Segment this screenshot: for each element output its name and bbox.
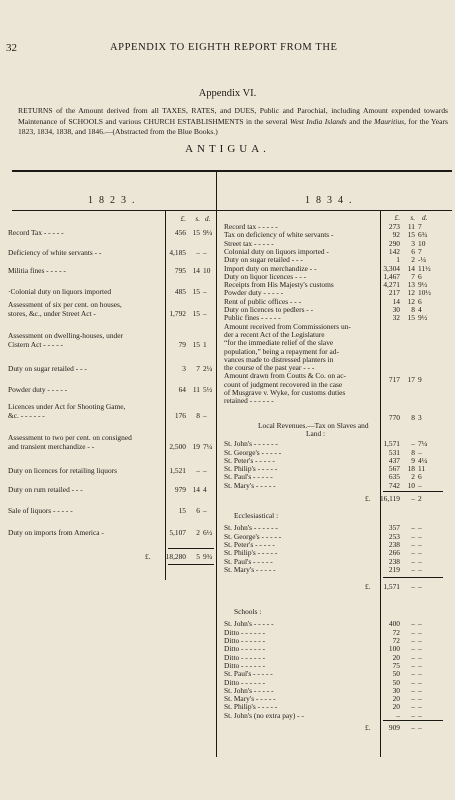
local-row-pounds: 437 — [388, 455, 400, 465]
left-row-pence: 6½ — [203, 528, 213, 537]
left-row-pence: 2¼ — [203, 364, 213, 373]
schools-row-pence: – — [418, 694, 422, 704]
local-row-pence: 6 — [418, 472, 422, 482]
table-top-rule — [12, 170, 452, 172]
right-row-pounds: 142 — [388, 246, 400, 256]
left-row-label: Assessment to two per cent. on consigned — [8, 433, 132, 442]
ecclesiastical-row-shillings: – — [411, 564, 415, 574]
local-row-shillings: – — [411, 439, 415, 449]
commissioners-line: Amount received from Commissioners un- — [224, 321, 351, 331]
schools-row-shillings: – — [411, 685, 415, 695]
left-header-pence: d. — [205, 215, 211, 223]
schools-row-pounds: 72 — [392, 636, 400, 645]
schools-row-shillings: – — [411, 660, 415, 670]
ecclesiastical-row-shillings: – — [411, 531, 415, 541]
left-row-pounds: 15 — [178, 506, 186, 515]
commissioners-shillings: 17 — [407, 375, 415, 385]
ecclesiastical-row-pounds: 357 — [388, 523, 400, 533]
left-row-label: Assessment on dwelling-houses, under — [8, 331, 123, 340]
left-row-label: ·Colonial duty on liquors imported — [8, 287, 112, 296]
left-row-pence: – — [203, 411, 207, 420]
ecclesiastical-row-label: St. Peter's - - - - - — [224, 539, 275, 549]
left-row-shillings: 19 — [192, 442, 200, 451]
commissioners-line: vances made to distressed planters in — [224, 354, 334, 364]
right-row-pounds: 217 — [388, 288, 400, 298]
left-row-pounds: 2,500 — [169, 442, 186, 451]
coutts-shillings: 8 — [411, 412, 415, 422]
left-row-shillings: 8 — [196, 411, 200, 420]
right-row-pence: 6 — [418, 296, 422, 306]
left-row-label: Duty on licences for retailing liquors — [8, 466, 117, 475]
right-year: 1834. — [305, 195, 358, 206]
schools-total-label: £. — [365, 723, 371, 732]
left-row-label-cont: stores, &c., under Street Act - — [8, 309, 96, 318]
ecclesiastical-total-label: £. — [365, 582, 371, 592]
schools-row-shillings: – — [411, 652, 415, 662]
local-row-label: St. Paul's - - - - - — [224, 472, 273, 482]
left-row-label: Duty on imports from America - — [8, 528, 104, 537]
local-revenues-heading-cont: Land : — [306, 428, 326, 438]
ecclesiastical-total-rule — [383, 577, 443, 578]
left-row-label-cont: &c. - - - - - - — [8, 411, 45, 420]
schools-total-shillings: – — [411, 723, 415, 732]
ecclesiastical-row-pence: – — [418, 539, 422, 549]
schools-row-shillings: – — [411, 694, 415, 704]
ecclesiastical-row-label: St. George's - - - - - — [224, 531, 282, 541]
schools-row-label: St. John's - - - - - — [224, 685, 274, 695]
left-row-shillings: 14 — [192, 266, 200, 275]
local-row-pounds: 742 — [388, 480, 400, 490]
left-row-pounds: 176 — [174, 411, 186, 420]
left-row-label: Licences under Act for Shooting Game, — [8, 402, 126, 411]
schools-row-shillings: – — [411, 710, 415, 720]
left-row-pence: 5½ — [203, 385, 213, 394]
right-row-label: Tax on deficiency of white servants - — [224, 230, 334, 240]
colony-title: ANTIGUA. — [185, 143, 270, 155]
left-row-pence: – — [203, 466, 207, 475]
left-row-label-cont: and transient merchandize - - — [8, 442, 95, 451]
right-header-pounds: £. — [394, 214, 400, 222]
left-row-pence: 1 — [203, 340, 207, 349]
local-row-pounds: 567 — [388, 464, 400, 474]
schools-row-pounds: 50 — [392, 669, 400, 679]
coutts-line: Amount drawn from Coutts & Co. on ac- — [224, 371, 346, 381]
right-row-shillings: 12 — [407, 288, 415, 298]
left-row-pounds: 64 — [178, 385, 186, 394]
right-row-pence: 7 — [418, 222, 422, 231]
local-row-label: St. Philip's - - - - - — [224, 464, 278, 474]
left-row-shillings: – — [196, 466, 200, 475]
schools-total-rule — [383, 720, 443, 721]
right-row-pounds: 30 — [392, 305, 400, 314]
schools-row-shillings: – — [411, 702, 415, 712]
schools-row-pence: – — [418, 702, 422, 712]
right-row-pence: 11½ — [418, 263, 431, 273]
commissioners-pence: 9 — [418, 375, 422, 385]
left-row-shillings: – — [196, 248, 200, 257]
right-row-pounds: 273 — [388, 222, 400, 231]
left-row-label: Assessment of six per cent. on houses, — [8, 300, 122, 309]
local-row-shillings: 2 — [411, 472, 415, 482]
local-total-rule — [383, 491, 443, 492]
left-row-pounds: 79 — [178, 340, 186, 349]
left-total-rule — [168, 548, 214, 549]
left-total-rule-bottom — [168, 564, 214, 565]
ecclesiastical-row-pounds: 238 — [388, 539, 400, 549]
left-row-pence: – — [203, 309, 207, 318]
appendix-title: Appendix VI. — [198, 88, 257, 99]
right-row-pence: 10½ — [418, 288, 431, 298]
left-year: 1823. — [88, 195, 141, 206]
left-row-pence: – — [203, 506, 207, 515]
left-row-pence: 10 — [203, 266, 211, 275]
local-total-label: £. — [365, 494, 371, 503]
schools-row-shillings: – — [411, 636, 415, 645]
schools-row-pence: – — [418, 627, 422, 637]
ecclesiastical-row-pounds: 266 — [388, 548, 400, 558]
right-row-pence: 7 — [418, 246, 422, 256]
left-row-pence: – — [203, 287, 207, 296]
schools-total-pounds: 909 — [388, 723, 400, 732]
left-total-pence: 9¾ — [203, 552, 213, 561]
ecclesiastical-row-pounds: 238 — [388, 556, 400, 566]
right-row-shillings: 7 — [411, 271, 415, 281]
ecclesiastical-row-pence: – — [418, 556, 422, 566]
left-row-pounds: 1,521 — [169, 466, 186, 475]
right-row-pounds: 14 — [392, 296, 400, 306]
left-header-pounds: £. — [180, 215, 186, 223]
right-row-pence: 6¾ — [418, 230, 428, 240]
schools-row-pounds: 75 — [392, 660, 400, 670]
schools-row-pounds: 20 — [392, 652, 400, 662]
page-header: APPENDIX TO EIGHTH REPORT FROM THE — [110, 42, 338, 53]
ecclesiastical-total-shillings: – — [411, 582, 415, 592]
right-row-pounds: 1 — [396, 255, 400, 265]
right-row-shillings: 3 — [411, 238, 415, 248]
schools-row-label: Ditto - - - - - - — [224, 644, 266, 654]
schools-row-label: St. Philip's - - - - - — [224, 702, 278, 712]
schools-row-pounds: 20 — [392, 694, 400, 704]
schools-row-pence: – — [418, 652, 422, 662]
right-row-pounds: 92 — [392, 230, 400, 240]
left-row-shillings: 2 — [196, 528, 200, 537]
left-header-shillings: s. — [195, 215, 200, 223]
right-row-shillings: 14 — [407, 263, 415, 273]
schools-row-label: Ditto - - - - - - — [224, 627, 266, 637]
ecclesiastical-total-pounds: 1,571 — [383, 582, 400, 592]
schools-row-pence: – — [418, 660, 422, 670]
left-total-pounds: 18,280 — [165, 552, 186, 561]
right-row-pence: 10 — [418, 238, 426, 248]
local-row-label: St. Peter's - - - - - — [224, 455, 275, 465]
right-row-pence: 9½ — [418, 313, 428, 323]
local-row-shillings: 9 — [411, 455, 415, 465]
right-header-shillings: s. — [410, 214, 415, 222]
right-row-label: Colonial duty on liquors imported - — [224, 246, 329, 256]
right-row-label: Duty on licences to pedlers - - — [224, 305, 314, 314]
schools-row-shillings: – — [411, 669, 415, 679]
ecclesiastical-row-label: St. Paul's - - - - - — [224, 556, 273, 566]
right-row-pounds: 4,271 — [383, 280, 400, 290]
schools-row-pence: – — [418, 619, 422, 629]
left-row-pounds: 485 — [174, 287, 186, 296]
local-row-pence: – — [418, 447, 422, 457]
schools-row-pence: – — [418, 636, 422, 645]
right-row-shillings: 13 — [407, 280, 415, 290]
right-row-label: Rent of public offices - - - — [224, 296, 302, 306]
local-row-pence: 4¼ — [418, 455, 428, 465]
ecclesiastical-row-pence: – — [418, 564, 422, 574]
ecclesiastical-row-shillings: – — [411, 556, 415, 566]
left-row-pounds: 1,792 — [169, 309, 186, 318]
left-row-pence: 9¼ — [203, 228, 213, 237]
left-row-label: Record Tax - - - - - — [8, 228, 64, 237]
left-row-shillings: 7 — [196, 364, 200, 373]
schools-row-pence: – — [418, 644, 422, 654]
ecclesiastical-row-label: St. Philip's - - - - - — [224, 548, 278, 558]
schools-row-pounds: 20 — [392, 702, 400, 712]
local-row-label: St. John's - - - - - - — [224, 439, 278, 449]
schools-row-pounds: 50 — [392, 677, 400, 687]
local-row-pence: 11 — [418, 464, 426, 474]
commissioners-line: der a recent Act of the Legislature — [224, 329, 325, 339]
schools-row-label: St. Mary's - - - - - — [224, 694, 276, 704]
left-row-pounds: 795 — [174, 266, 186, 275]
coutts-pounds: 770 — [388, 412, 400, 422]
right-row-shillings: 15 — [407, 230, 415, 240]
left-row-label: Sale of liquors - - - - - — [8, 506, 73, 515]
left-row-shillings: 15 — [192, 287, 200, 296]
schools-row-shillings: – — [411, 627, 415, 637]
left-row-label-cont: Cistern Act - - - - - — [8, 340, 64, 349]
ecclesiastical-row-shillings: – — [411, 539, 415, 549]
ecclesiastical-row-shillings: – — [411, 523, 415, 533]
schools-total-pence: – — [418, 723, 422, 732]
left-row-label: Duty on rum retailed - - - — [8, 485, 83, 494]
right-row-label: Import duty on merchandize - - — [224, 263, 317, 273]
local-row-pounds: 635 — [388, 472, 400, 482]
right-row-pence: 9½ — [418, 280, 428, 290]
right-row-shillings: 11 — [407, 222, 415, 231]
local-row-shillings: 10 — [407, 480, 415, 490]
schools-row-pounds: 30 — [392, 685, 400, 695]
local-row-shillings: 8 — [411, 447, 415, 457]
local-revenues-heading: Local Revenues.—Tax on Slaves and — [258, 420, 369, 430]
local-row-pounds: 1,571 — [383, 439, 400, 449]
left-row-pounds: 5,107 — [169, 528, 186, 537]
commissioners-line: the course of the past year - - - — [224, 363, 315, 373]
left-row-shillings: 15 — [192, 228, 200, 237]
schools-row-pence: – — [418, 710, 422, 720]
ecclesiastical-row-pounds: 219 — [388, 564, 400, 574]
left-row-shillings: 11 — [192, 385, 200, 394]
table-header-rule — [12, 210, 452, 211]
left-row-pence: 7¼ — [203, 442, 213, 451]
right-row-label: Street tax - - - - - — [224, 238, 274, 248]
page-number: 32 — [6, 42, 17, 54]
ecclesiastical-heading: Ecclesiastical : — [234, 511, 279, 520]
right-row-label: Receipts from His Majesty's customs — [224, 280, 334, 290]
left-row-shillings: 15 — [192, 309, 200, 318]
right-row-shillings: 15 — [407, 313, 415, 323]
schools-row-label: Ditto - - - - - - — [224, 677, 266, 687]
left-row-label: Duty on sugar retailed - - - — [8, 364, 87, 373]
left-row-pounds: 979 — [174, 485, 186, 494]
right-row-pence: 6 — [418, 271, 422, 281]
right-row-shillings: 2 — [411, 255, 415, 265]
right-row-pence: 4 — [418, 305, 422, 314]
commissioners-line: population,” being a repayment for ad- — [224, 346, 339, 356]
schools-row-label: St. Paul's - - - - - — [224, 669, 273, 679]
schools-heading: Schools : — [234, 607, 262, 617]
schools-row-pence: – — [418, 685, 422, 695]
local-row-shillings: 18 — [407, 464, 415, 474]
commissioners-line: “for the immediate relief of the slave — [224, 338, 334, 348]
right-row-pence: -¼ — [418, 255, 427, 265]
left-row-pence: – — [203, 248, 207, 257]
left-row-label: Deficiency of white servants - - — [8, 248, 102, 257]
ecclesiastical-row-pence: – — [418, 523, 422, 533]
local-row-label: St. George's - - - - - — [224, 447, 282, 457]
right-row-pounds: 32 — [392, 313, 400, 323]
schools-row-label: St. John's (no extra pay) - - — [224, 710, 304, 720]
right-row-label: Public fines - - - - - — [224, 313, 281, 323]
schools-row-shillings: – — [411, 619, 415, 629]
schools-row-pence: – — [418, 669, 422, 679]
center-column-rule — [216, 170, 217, 757]
left-row-shillings: 6 — [196, 506, 200, 515]
local-row-label: St. Mary's - - - - - — [224, 480, 276, 490]
coutts-pence: 3 — [418, 412, 422, 422]
coutts-line: retained - - - - - - — [224, 396, 274, 406]
schools-row-pounds: 400 — [388, 619, 400, 629]
left-row-label: Militia fines - - - - - — [8, 266, 66, 275]
ecclesiastical-row-pence: – — [418, 531, 422, 541]
ecclesiastical-row-label: St. Mary's - - - - - — [224, 564, 276, 574]
right-row-label: Duty on liquor licences - - - — [224, 271, 307, 281]
right-row-pounds: 290 — [388, 238, 400, 248]
right-row-shillings: 8 — [411, 305, 415, 314]
right-row-pounds: 1,467 — [383, 271, 400, 281]
ecclesiastical-total-pence: – — [418, 582, 422, 592]
left-row-label: Powder duty - - - - - — [8, 385, 68, 394]
schools-row-pounds: 72 — [392, 627, 400, 637]
right-row-shillings: 12 — [407, 296, 415, 306]
left-row-pounds: 456 — [174, 228, 186, 237]
coutts-line: count of judgment recovered in the case — [224, 379, 343, 389]
right-row-label: Record tax - - - - - — [224, 222, 278, 231]
ecclesiastical-row-label: St. John's - - - - - - — [224, 523, 278, 533]
left-row-shillings: 14 — [192, 485, 200, 494]
left-total-label: £. — [145, 552, 151, 561]
schools-row-shillings: – — [411, 644, 415, 654]
schools-row-pence: – — [418, 677, 422, 687]
left-row-pounds: 4,185 — [169, 248, 186, 257]
right-row-pounds: 3,304 — [383, 263, 400, 273]
ecclesiastical-row-pence: – — [418, 548, 422, 558]
schools-row-label: Ditto - - - - - - — [224, 636, 266, 645]
coutts-line: of Musgrave v. Wyke, for customs duties — [224, 388, 346, 397]
schools-row-shillings: – — [411, 677, 415, 687]
schools-row-pounds: – — [396, 710, 400, 720]
left-total-shillings: 5 — [196, 552, 200, 561]
commissioners-pounds: 717 — [388, 375, 400, 385]
left-row-shillings: 15 — [192, 340, 200, 349]
schools-row-label: Ditto - - - - - - — [224, 660, 266, 670]
right-header-pence: d. — [422, 214, 428, 222]
local-row-pence: 7¼ — [418, 439, 428, 449]
right-row-label: Powder duty - - - - - — [224, 288, 284, 298]
left-row-pence: 4 — [203, 485, 207, 494]
intro-paragraph: RETURNS of the Amount derived from all TAXES, RATES, and DUES, Public and Parochial, including Amount expended towards Maintenance of SCHOOLS and various CHURCH ESTABLISHMENTS in the several West India Islands and the Mauritius, for the Years 1823, 1834, 1838, and 1846.—(Abstracted from the Blue Books.) — [18, 106, 448, 136]
local-total-pounds: 16,119 — [379, 494, 400, 503]
local-total-pence: 2 — [418, 494, 422, 503]
schools-row-label: Ditto - - - - - - — [224, 652, 266, 662]
local-total-shillings: – — [411, 494, 415, 503]
schools-row-pounds: 100 — [388, 644, 400, 654]
ecclesiastical-row-pounds: 253 — [388, 531, 400, 541]
left-row-pounds: 3 — [182, 364, 186, 373]
right-row-shillings: 6 — [411, 246, 415, 256]
ecclesiastical-row-shillings: – — [411, 548, 415, 558]
schools-row-label: St. John's - - - - - — [224, 619, 274, 629]
local-row-pounds: 531 — [388, 447, 400, 457]
local-row-pence: – — [418, 480, 422, 490]
right-row-label: Duty on sugar retailed - - - — [224, 255, 303, 265]
